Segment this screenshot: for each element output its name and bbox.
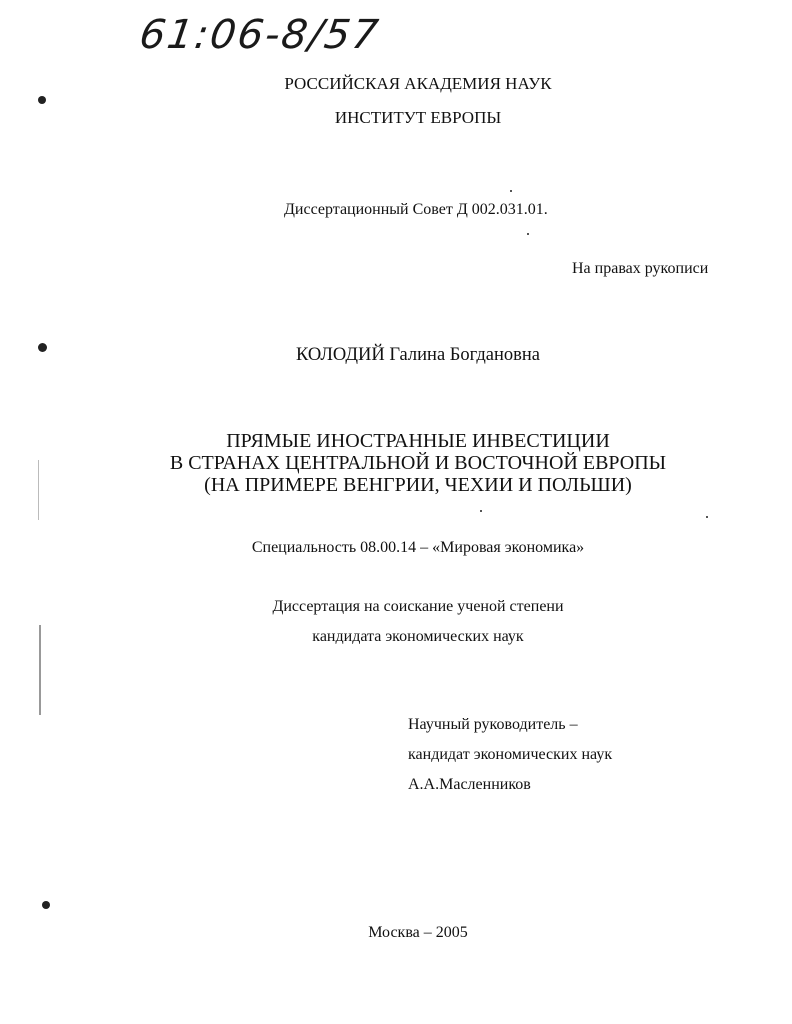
binding-hole (38, 96, 46, 104)
title-line: В СТРАНАХ ЦЕНТРАЛЬНОЙ И ВОСТОЧНОЙ ЕВРОПЫ (169, 452, 667, 474)
manuscript-note: На правах рукописи (572, 260, 709, 277)
scan-speck (38, 460, 39, 520)
scan-speck (480, 510, 482, 512)
dissertation-council: Диссертационный Совет Д 002.031.01. (284, 201, 548, 218)
title-line: ПРЯМЫЕ ИНОСТРАННЫЕ ИНВЕСТИЦИИ (226, 430, 610, 452)
binding-hole (38, 343, 47, 352)
scan-speck (510, 190, 512, 192)
academy-name: РОССИЙСКАЯ АКАДЕМИЯ НАУК (284, 74, 552, 93)
author-name: КОЛОДИЙ Галина Богдановна (296, 345, 540, 365)
degree-line-1: Диссертация на соискание ученой степени (272, 598, 564, 615)
binding-hole (42, 901, 50, 909)
institute-name: ИНСТИТУТ ЕВРОПЫ (334, 108, 502, 127)
specialty: Специальность 08.00.14 – «Мировая экономика» (251, 539, 585, 556)
handwritten-archive-code: 61:06-8/57 (136, 12, 383, 58)
scan-speck (527, 233, 529, 235)
supervisor-name: А.А.Масленников (408, 776, 531, 793)
title-line: (НА ПРИМЕРЕ ВЕНГРИИ, ЧЕХИИ И ПОЛЬШИ) (204, 474, 632, 496)
place-year: Москва – 2005 (368, 924, 468, 941)
scan-speck (39, 625, 41, 715)
supervisor-degree: кандидат экономических наук (408, 746, 613, 763)
scan-speck (706, 516, 708, 518)
dissertation-title (22, 430, 792, 496)
degree-line-2: кандидата экономических наук (312, 628, 524, 645)
supervisor-role: Научный руководитель – (408, 716, 578, 733)
